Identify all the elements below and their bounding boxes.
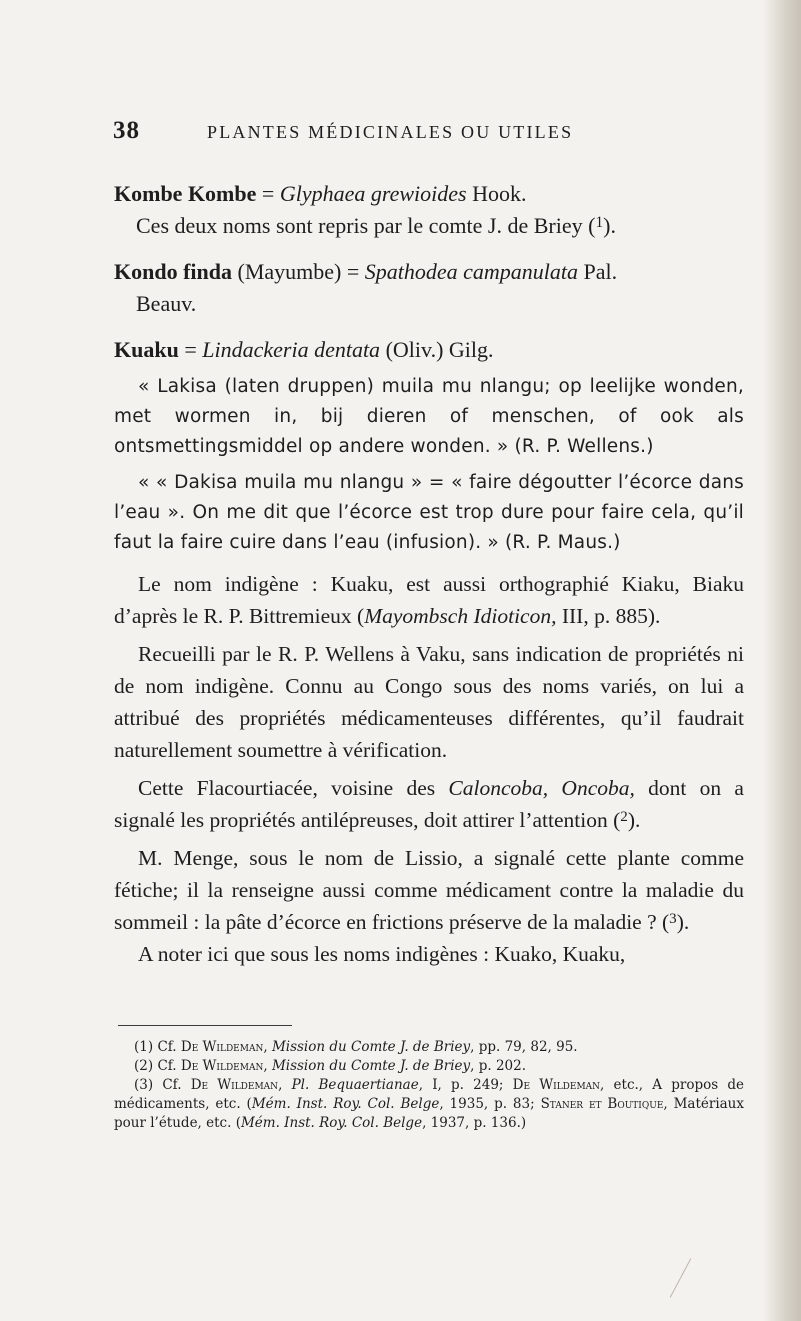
footnote-ref: 2: [620, 809, 628, 825]
entry-note: Ces deux noms sont repris par le comte J. de Briey ($^1$).: [136, 213, 616, 238]
entry-name: Kuaku: [114, 337, 179, 362]
paragraph-menge: M. Menge, sous le nom de Lissio, a signalé cette plante comme fétiche; il la renseigne aussi comme médicament contre la maladie du sommeil : la pâte d’écorce en frictions préserve de la maladie ? ($^3$).: [114, 846, 744, 934]
species-name: Lindackeria dentata: [202, 337, 381, 362]
pencil-mark: [670, 1258, 692, 1297]
paragraph-flacourtiaceae: Cette Flacourtiacée, voisine des Caloncoba, Oncoba, dont on a signalé les propriétés antilépreuses, doit attirer l’attention ($^2$).: [114, 776, 744, 832]
entry-kombe: Kombe Kombe = Glyphaea grewioides Hook. Ces deux noms sont repris par le comte J. de Briey ($^1$).: [114, 181, 616, 238]
main-text: [114, 178, 744, 970]
footnote-2: (2) Cf. De Wildeman, Mission du Comte J. de Briey, p. 202.: [134, 1058, 527, 1074]
footnote-ref: 1: [595, 214, 604, 231]
running-title: PLANTES MÉDICINALES OU UTILES: [207, 122, 574, 142]
footnote-rule: [118, 1025, 292, 1026]
species-name: Glyphaea grewioides: [279, 181, 467, 206]
footnote-ref: 3: [669, 911, 677, 927]
page-edge-shadow: [763, 0, 801, 1321]
page-number: 38: [113, 117, 140, 144]
entry-kuaku: Kuaku = Lindackeria dentata (Oliv.) Gilg.: [114, 337, 494, 362]
entry-kondo: Kondo finda (Mayumbe) = Spathodea campanulata Pal. Beauv.: [114, 259, 618, 316]
paragraph-collection: Recueilli par le R. P. Wellens à Vaku, sans indication de propriétés ni de nom indigène. Connu au Congo sous des noms variés, on lui a attribué des propriétés médicamenteuses différentes, qu’il faudrait naturellement soumettre à vérification.: [114, 642, 744, 762]
entry-name: Kombe Kombe: [114, 181, 257, 206]
quote-wellens: « Lakisa (laten druppen) muila mu nlangu; op leelijke wonden, met wormen in, bij dieren of menschen, of ook als ontsmettingsmiddel op andere wonden. » (R. P. Wellens.): [114, 376, 744, 457]
quote-maus: « « Dakisa muila mu nlangu » = « faire dégoutter l’écorce dans l’eau ». On me dit que l’écorce est trop dure pour faire cela, qu’il faut la faire cuire dans l’eau (infusion). » (R. P. Maus.): [114, 472, 744, 553]
page-header: [113, 117, 725, 147]
species-name: Spathodea campanulata: [364, 259, 579, 284]
paragraph-note: A noter ici que sous les noms indigènes : Kuako, Kuaku,: [138, 942, 626, 966]
entry-name: Kondo finda: [114, 259, 232, 284]
footnotes: [114, 1038, 744, 1133]
footnote-1: (1) Cf. De Wildeman, Mission du Comte J. de Briey, pp. 79, 82, 95.: [134, 1039, 578, 1055]
footnote-3: (3) Cf. De Wildeman, Pl. Bequaertianae, I, p. 249; De Wildeman, etc., A propos de médicaments, etc. (Mém. Inst. Roy. Col. Belge, 1935, p. 83; Staner et Boutique, Matériaux pour l’étude, etc. (Mém. Inst. Roy. Col. Belge, 1937, p. 136.): [114, 1077, 744, 1131]
paragraph-orthography: Le nom indigène : Kuaku, est aussi orthographié Kiaku, Biaku d’après le R. P. Bittremieux (Mayombsch Idioticon, III, p. 885).: [114, 572, 744, 628]
